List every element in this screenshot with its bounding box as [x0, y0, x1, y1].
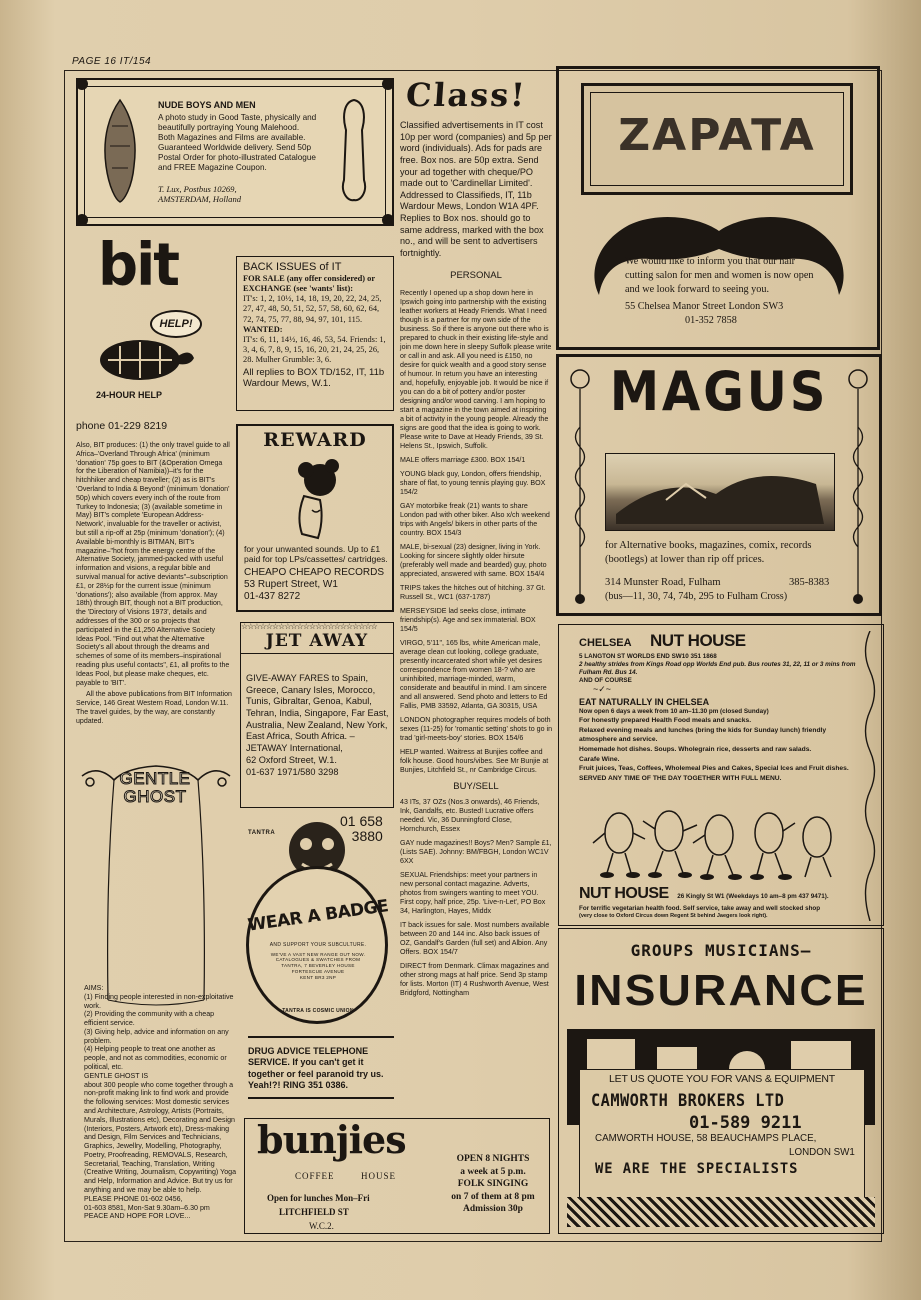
tantra-ring-text: TANTRA IS COSMIC UNION [282, 1008, 354, 1014]
insurance-ad [558, 928, 884, 1234]
insurance-specialists: WE ARE THE SPECIALISTS [595, 1161, 799, 1177]
nut-house-feature-line: Carafe Wine. [579, 755, 620, 763]
corner-ornament-tl [76, 78, 88, 90]
classified-ad: VIRGO, 5'11", 165 lbs, white American male, average clean cut looking, college graduate, presently incarcerated short while yet desires correspondence from women 18-? who are uninhibited, marriage-minded, warm, considerate and beautiful in mind. I am sincere and all answered. Send photo and letters to Ed Fallis, PMB 33592, Atlanta, GA 30315, USA [400, 638, 548, 710]
zapata-ad [556, 66, 880, 350]
insurance-brokers: CAMWORTH BROKERS LTD [591, 1091, 785, 1111]
insurance-address-2: LONDON SW1 [789, 1147, 855, 1158]
magus-phone: 385-8383 [789, 577, 830, 588]
tantra-small-2: CATALOGUES & SWATCHES FROM [275, 957, 361, 963]
insurance-address-1: CAMWORTH HOUSE, 58 BEAUCHAMPS PLACE, [595, 1133, 817, 1144]
help-bubble-text: HELP! [159, 318, 193, 330]
aims-item: (4) Helping people to treat one another as people, and not as commodities, economic or political, etc. [84, 1045, 227, 1072]
magus-text: for Alternative books, magazines, comix, records (bootlegs) at lower than rip off prices. [605, 540, 812, 565]
zapata-title: ZAPATA [618, 110, 816, 161]
wanted-list: IT's: 6, 11, 14½, 16, 46, 53, 54. Friends: 1, 3, 4, 6, 7, 8, 9, 15, 16, 20, 21, 24, 25, 26, 28. Mulher Grumble: 3, 6. [243, 334, 386, 364]
tantra-small-4: FORTESCUE AVENUE [291, 969, 345, 975]
tantra-phone-1: 01 658 [340, 813, 383, 829]
zapata-text: We would like to inform you that our hair cutting salon for men and women is now open and we look forward to seeing you. [625, 256, 814, 295]
classified-ad: GAY motorbike freak (21) wants to share London pad with other biker. Also x/ch weekend trips with Angels/ bikers in other parts of the country. BOX 154/3 [400, 501, 550, 537]
classified-ad: SEXUAL Friendships: meet your partners in new personal contact magazine. Adverts, photos from swingers wanting to meet YOU. First copy, half price, 25p. 'Live-n-Let', PO Box 34, Harlington, Hayes, Middx [400, 870, 546, 915]
classified-ad: LONDON photographer requires models of both sexes (11-25) for 'romantic setting' shots to go in trad 'girl-meets-boy' stories. BOX 154/6 [400, 715, 553, 742]
jet-away-body: GIVE-AWAY FARES to Spain, Greece, Canary Isles, Morocco, Tunis, Gibraltar, Genoa, Kabul, Tehran, India, Singapore, Far East, Australia, New Zealand, New York, East Africa, South Africa. – [246, 673, 389, 742]
nut-house-ad [558, 624, 884, 926]
nude-ad-address-line1: T. Lux, Postbus 10269, [158, 184, 237, 194]
nut-house-feature-line: Fruit juices, Teas, Coffees, Wholemeal Pies and Cakes, Special Ices and Fruit dishes. [579, 765, 849, 773]
drug-advice-ad [248, 1036, 394, 1099]
jet-away-company: JETAWAY International, [246, 743, 343, 754]
zapata-phone: 01-352 7858 [685, 315, 737, 327]
page-folio: PAGE 16 IT/154 [72, 56, 152, 67]
nut-house-address-3: AND OF COURSE [579, 676, 632, 684]
jet-away-ad [240, 622, 394, 808]
classified-ad: YOUNG black guy, London, offers friendship, share of flat, to young tennis playing guy. BOX 154/2 [400, 469, 546, 496]
back-issues-reply: All replies to BOX TD/152, IT, 11b Wardour Mews, W.1. [243, 366, 385, 390]
bit-body-1: Also, BIT produces: (1) the only travel guide to all Africa–'Overland Through Africa' (minimum 'donation' 75p goes to BIT (&Operation Omega for the Liberation of Namibia))–it's for the hitchhiker and cheap traveller; (2) as is BIT's 'Overland to India & Beyond' (minimum 'donation' 50p) which covers every inch of the route from Turkey to Indonesia; (3) (available sometime in May) BIT's complete 'European Address-Network', invaluable for the traveller or activist, but still a rip-off at 25p (minimum 'donation'); (4) Available bi-monthly is BITMAN, BIT's magazine–"hot from the energy centre of the Alternative Society, jammed-packed with useful information and visions, a regular bible and survival manual for active deviants"–subscription £1, or 28½p for the current issue (minimum 'donations'); also available (from approx. May 18th) through BIT, though not a BIT production, the 'Directory of Visions 1973', details and addresses of the 300 or so projects that participated in the £1,250 Alternative Society Ideas Pool. "Find out what the Alternative Society's all about through the dreams and schemes of some of its members–inspirational reading plus useful contacts", £1, all profits to the Ideas Pool, but please make cheques, etc. payable to 'BIT'. [76, 442, 230, 687]
jet-away-phone: 01-637 1971/580 3298 [246, 766, 339, 777]
bunjies-address-1: LITCHFIELD ST [279, 1207, 349, 1217]
aims-label: AIMS: [84, 984, 104, 992]
gentle-ghost-is-text: about 300 people who come together through a non-profit making link to find work and provide the following services: Most domestic services and Architecture, Astrology, Artists (Portraits, Murals, Illustrations etc), Decorating and Design (Interiors, Posters, Artwork etc), Dress-making and Design, Film Services and Technicians, Graphics, Jewellry, Modelling, Photography, Poetry, Proofreading, REMOVALS, Research, Secretarial, Teaching, Translation, Writing (Creative Writing, Journalism, Copywriting) Yoga and Help, Information and Advice. But try us for anything and we may be able to help. [84, 1080, 237, 1194]
bunjies-lunch: Open for lunches Mon–Fri [267, 1193, 370, 1203]
classified-ad: MALE offers marriage £300. BOX 154/1 [400, 455, 526, 464]
nut-house-address-4: 26 Kingly St W1 (Weekdays 10 am–8 pm 437 9471). [677, 893, 829, 900]
reward-phone: 01-437 8272 [244, 591, 301, 603]
classified-ad: Recently I opened up a shop down here in Ipswich going into partnership with the existing leather workers at Heady Friends. What I need though is a partner for my own side of the business. So if there is anyone out there who is prepared to chuck in their existing life-style and join me down here in sleepy Suffolk please write or call in and ask. All you need is £150, no desire for quick wealth and a good story sense of humour. In return you have an interesting and, hopefully, enjoyable job. It would be nice if you can do a bit of pottery and/or poster designing and/or wood carving. I am hoping to start a magazine in the town aimed at inspiring a bit of activity in the young people. Already the signs are good that the idea is going to work. Please write to Dave at Heady Friends, 39 St. Helens St., Ipswich, Suffolk. [400, 288, 552, 450]
personal-heading: PERSONAL [450, 269, 502, 281]
reward-shop: CHEAPO CHEAPO RECORDS [244, 566, 385, 578]
bunjies-week: a week at 5 p.m. [460, 1166, 526, 1177]
classified-ad: HELP wanted. Waitress at Bunjies coffee and folk house. Good hours/vibes. See Mr Bunjie at Bunjies, Litchfield St., nr Cambridge Circus. [400, 747, 549, 774]
jet-away-address: 62 Oxford Street, W.1. [246, 754, 337, 765]
insurance-heading: GROUPS MUSICIANS– [630, 941, 812, 960]
drug-advice-text: DRUG ADVICE TELEPHONE SERVICE. If you can't get it together or feel paranoid try us. Yeah!?! RING 351 0386. [248, 1046, 384, 1090]
nut-house-address-2: 2 healthy strides from Kings Road opp Worlds End pub. Bus routes 31, 22, 11 or 3 mins from Fulham Rd. Bus 14. [579, 660, 856, 676]
reward-figure-illustration [276, 456, 356, 542]
gentle-ghost-title-2: GHOST [123, 786, 187, 806]
bunjies-open: OPEN 8 NIGHTS [456, 1154, 530, 1164]
magus-ad [556, 354, 882, 616]
nut-house-feature-line: For honestly prepared Health Food meals and snacks. [579, 716, 752, 724]
classified-ad: DIRECT from Denmark. Climax magazines and other strong mags at half price. Send 3p stamp for lists. Morton (IT) 4 Rushworth Avenue, West Bridgford, Nottingham [400, 961, 549, 997]
nude-boys-ad [76, 78, 394, 226]
bunjies-folk: FOLK SINGING [457, 1179, 529, 1190]
classified-ad: MALE, bi-sexual (23) designer, living in York. Looking for sincere slightly older hirsute (preferably well made and bearded) guy, photo appreciated, answered with same. BOX 154/4 [400, 542, 547, 578]
gentle-ghost-section [76, 760, 236, 1236]
tantra-small-1: WE'VE A VAST NEW RANGE OUT NOW. [270, 951, 366, 957]
bunjies-logo: bunjies [257, 1117, 406, 1162]
buysell-list [400, 798, 552, 998]
bunjies-coffee: COFFEE [295, 1171, 335, 1181]
wanted-label: WANTED: [243, 324, 283, 334]
bunjies-house: HOUSE [361, 1171, 397, 1181]
help-bubble [150, 310, 202, 338]
magus-illustration [605, 453, 835, 531]
back-issues-title: BACK ISSUES of IT [243, 261, 342, 273]
magus-buses: (bus—11, 30, 74, 74b, 295 to Fulham Cross) [605, 591, 788, 602]
tantra-badge-ad [242, 812, 394, 1032]
magus-title: MAGUS [609, 360, 829, 423]
gentle-ghost-title-1: GENTLE [119, 769, 191, 788]
bit-logo: bit [98, 231, 179, 300]
nut-house-footer-2: (very close to Oxford Circus down Regent St behind Jaegers look right). [579, 912, 768, 919]
nut-house-hours: Now open 6 days a week from 10 am–11.30 pm (closed Sunday) [579, 707, 769, 715]
insurance-title: INSURANCE [574, 966, 868, 1015]
walking-nuts-illustration [589, 803, 849, 883]
reward-title: REWARD [263, 429, 367, 451]
classified-ad: GAY nude magazines!! Boys? Men? Sample £1, (Lists SAE). Johnny: BM/FBGH, London WC1V 6XX [400, 838, 552, 865]
reward-text: for your unwanted sounds. Up to £1 paid for top LPs/cassettes/ cartridges. [244, 544, 388, 565]
bit-tagline: 24-HOUR HELP [96, 390, 163, 400]
nut-house-address-1: 5 LANGTON ST WORLDS END SW10 351 1868 [579, 653, 717, 660]
classified-ad: IT back issues for sale. Most numbers available between 20 and 144 inc. Also back issues of OZ, Gandalf's Garden (full set) and Albion. Any Offers. BOX 154/7 [400, 920, 550, 956]
insurance-bottom-hatch [567, 1197, 875, 1227]
nut-house-chelsea: CHELSEA [579, 637, 632, 649]
tantra-banner: WEAR A BADGE [246, 896, 390, 936]
tantra-small-5: KENT BR3 2NP [299, 975, 337, 981]
corner-ornament-bl [76, 214, 88, 226]
gentle-ghost-phone-1: PLEASE PHONE 01-602 0456, [84, 1194, 183, 1203]
gentle-ghost-peace: PEACE AND HOPE FOR LOVE... [84, 1212, 191, 1221]
gentle-ghost-is-label: GENTLE GHOST IS [84, 1071, 149, 1080]
tantra-small-3: TANTRA, 7 BEVERLEY HOUSE [281, 963, 355, 969]
tantra-brand: TANTRA [248, 830, 276, 836]
bunjies-admission: Admission 30p [463, 1204, 523, 1215]
back-issues-list: IT's: 1, 2, 10½, 14, 18, 19, 20, 22, 24, 25, 27, 47, 48, 50, 51, 52, 57, 58, 60, 62, 64, 72, 74, 75, 77, 88, 94, 97, 101, 115. [243, 294, 382, 324]
back-issues-sale-line: FOR SALE (any offer considered) or EXCHANGE (see 'wants' list): [243, 274, 375, 294]
aims-item: (2) Providing the community with a cheap efficient service. [84, 1010, 215, 1028]
figure-illustration-right [328, 96, 380, 206]
classified-intro: Classified advertisements in IT cost 10p per word (companies) and 5p per word (individuals). Ads for pads are free. Box nos. are 50p extra. Send your ad together with cheque/PO made out to 'Cardinellar Limited'. Addressed to Classifieds, IT, 11b Wardour Mews, London W1A 4PF. Replies to Box nos. should go to same address, marked with the box no., and will be sent to advertisers fortnightly. [400, 120, 552, 258]
jet-away-title: JET AWAY [241, 631, 393, 654]
personal-list [400, 289, 552, 775]
classified-ad: TRIPS takes the hitches out of hitching. 37 Gt. Russell St., WC1 (637-1787) [400, 583, 546, 601]
nut-house-feature-line: Relaxed evening meals and lunches (bring the kids for Sunday lunch) friendly atmosphere and service. [579, 726, 827, 744]
nut-house-footer-1: For terrific vegetarian health food. Self service, take away and well stocked shop [579, 905, 821, 912]
bit-phone: phone 01-229 8219 [76, 420, 168, 432]
classified-ad: 43 ITs, 37 OZs (Nos.3 onwards), 46 Friends, Ink, Gandalfs, etc. Busted! Lucrative offers needed. Vic, 36 Dunningford Close, Hornchurch, Essex [400, 797, 540, 833]
reward-address: 53 Rupert Street, W1 [244, 579, 338, 591]
right-flower-border [845, 367, 871, 607]
squiggle-divider: ~✓~ [593, 684, 612, 695]
corner-ornament-tr [382, 78, 394, 90]
bit-section [76, 231, 232, 758]
classified-column [400, 76, 552, 1236]
magus-address: 314 Munster Road, Fulham [605, 577, 721, 588]
nude-ad-title: NUDE BOYS AND MEN [158, 100, 256, 110]
gentle-ghost-phone-2: 01-603 8581, Mon-Sat 9.30am–6.30 pm [84, 1203, 210, 1212]
buysell-heading: BUY/SELL [453, 780, 499, 792]
figure-illustration-left [92, 96, 148, 206]
bunjies-ad [244, 1118, 550, 1234]
nut-house-feature-line: SERVED ANY TIME OF THE DAY TOGETHER WITH FULL MENU. [579, 775, 782, 783]
corner-ornament-br [382, 214, 394, 226]
nut-house-feature-line: Homemade hot dishes. Soups. Wholegrain rice, desserts and raw salads. [579, 745, 812, 753]
bunjies-nights: on 7 of them at 8 pm [451, 1191, 535, 1202]
reward-ad [236, 424, 394, 612]
tantra-phone-2: 3880 [351, 827, 383, 844]
aims-list [84, 993, 240, 1072]
left-flower-border [567, 367, 593, 607]
bit-body-2: All the above publications from BIT Information Service, 146 Great Western Road, London W.11. The travel guides, by the way, are constantly updated. [76, 691, 232, 725]
bunjies-address-2: W.C.2. [309, 1221, 334, 1231]
aims-item: (3) Giving help, advice and information on any problem. [84, 1027, 229, 1045]
tantra-sub: AND SUPPORT YOUR SUBCULTURE. [269, 942, 367, 948]
insurance-phone: 01-589 9211 [689, 1113, 802, 1133]
classified-ad: MERSEYSIDE lad seeks close, intimate friendship(s). Age and sex immaterial. BOX 154/5 [400, 606, 536, 633]
nut-house-title-2: NUT HOUSE [579, 885, 669, 902]
nut-house-title-1: NUT HOUSE [650, 631, 746, 650]
back-issues-ad [236, 256, 394, 411]
zapata-address: 55 Chelsea Manor Street London SW3 [625, 301, 784, 313]
jet-away-star-border: ☆☆☆☆☆☆☆☆☆☆☆☆☆☆☆☆☆☆☆☆☆☆ [241, 623, 377, 631]
nude-ad-address-line2: AMSTERDAM, Holland [158, 194, 242, 205]
nut-house-features [579, 716, 865, 784]
aims-item: (1) Finding people interested in non-exploitative work. [84, 992, 234, 1010]
nut-house-eat: EAT NATURALLY IN CHELSEA [579, 696, 710, 707]
classified-title: Class! [404, 76, 528, 114]
zapata-signboard [581, 83, 853, 195]
nude-ad-body: A photo study in Good Taste, physically and beautifully portraying Young Malehood. Both Magazines and Films are available. Guaranteed Worldwide delivery. Send 50p Postal Order for photo-illustrated Catalogue and FREE Magazine Coupon. [158, 112, 317, 172]
insurance-quote: LET US QUOTE YOU FOR VANS & EQUIPMENT [609, 1073, 835, 1085]
